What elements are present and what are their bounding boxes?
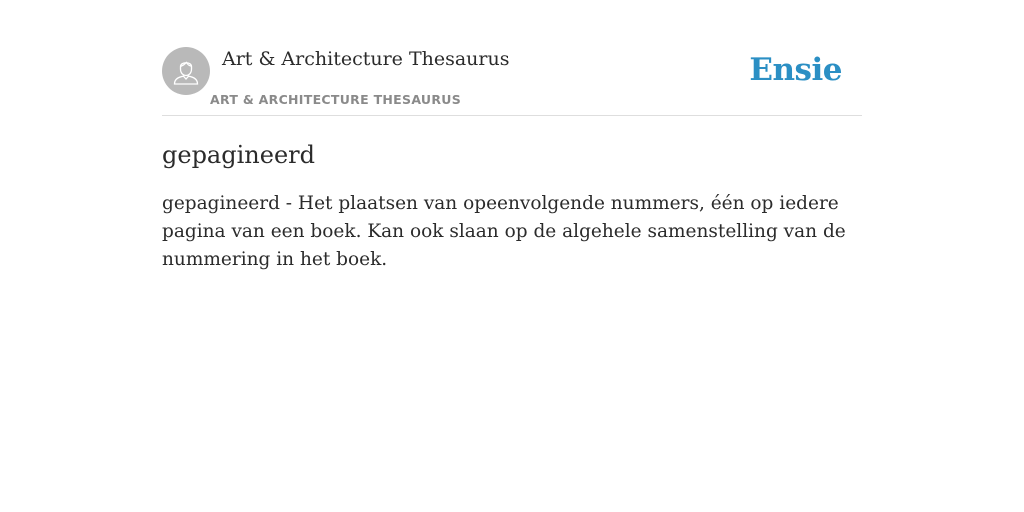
entry-definition: gepagineerd - Het plaatsen van opeenvolgende nummers, één op iedere pagina van een boek. Kan ook slaan op de algehele samenstelling van de nummering in het boek.: [162, 193, 846, 270]
entry-header: [162, 46, 862, 116]
entry-term: gepagineerd: [162, 141, 315, 169]
source-label[interactable]: ART & ARCHITECTURE THESAURUS: [210, 92, 462, 107]
brand-logo[interactable]: Ensie: [749, 52, 842, 88]
author-name[interactable]: Art & Architecture Thesaurus: [222, 48, 510, 70]
author-avatar[interactable]: [162, 47, 210, 95]
page-container: [162, 46, 862, 274]
user-icon: [171, 56, 201, 86]
